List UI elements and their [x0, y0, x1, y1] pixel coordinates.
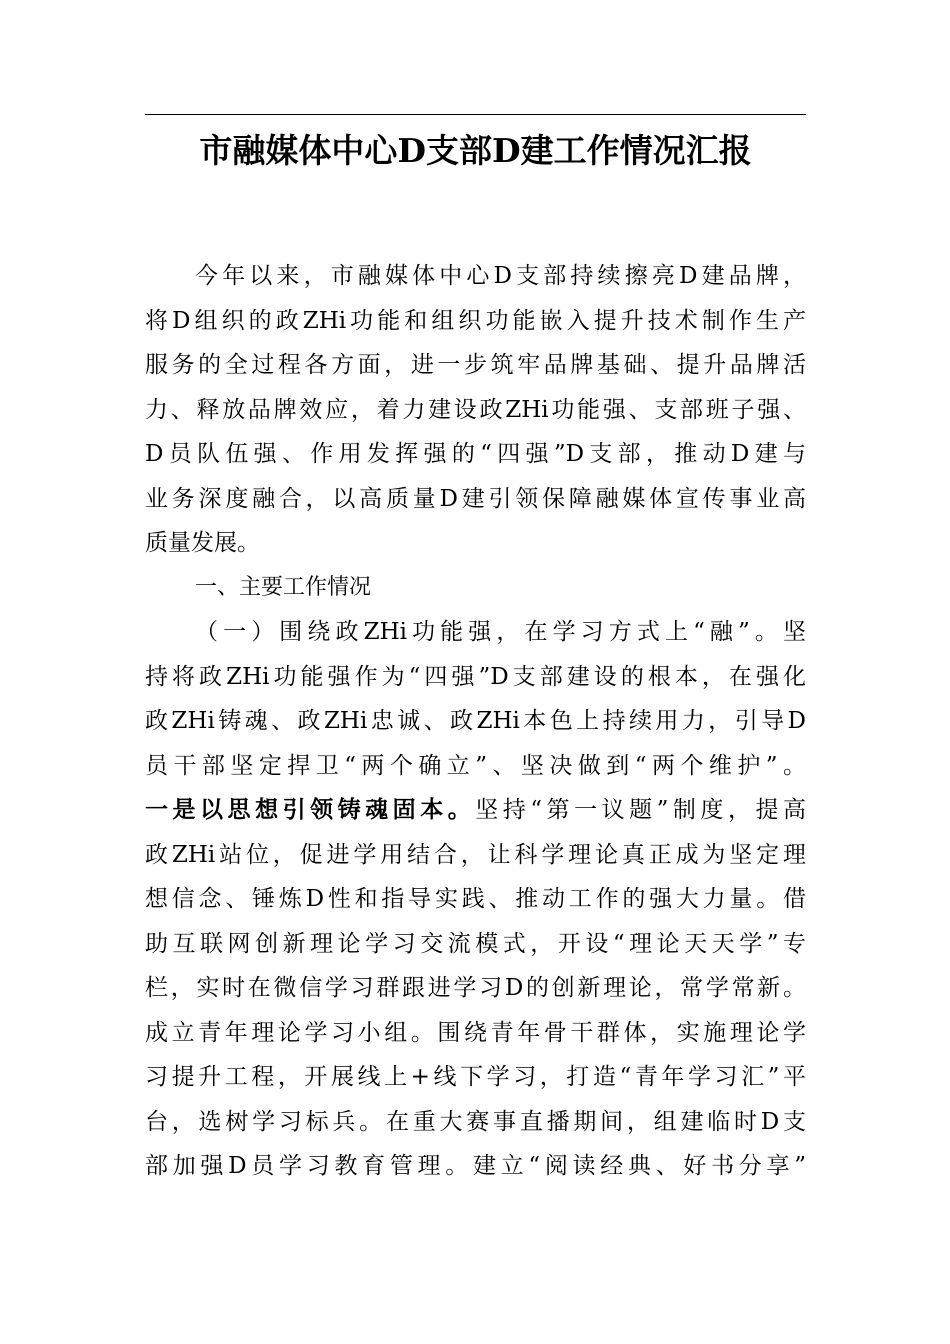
- point-one-line-8: 台，选树学习标兵。在重大赛事直播期间，组建临时D支: [145, 1108, 806, 1135]
- title-rule: [145, 114, 806, 115]
- subsection-line-1: （一）围绕政ZHi功能强，在学习方式上“融”。坚: [195, 619, 806, 645]
- intro-line-3: 服务的全过程各方面，进一步筑牢品牌基础、提升品牌活: [145, 352, 806, 378]
- point-one-line-9: 部加强D员学习教育管理。建立“阅读经典、好书分享”: [145, 1153, 806, 1179]
- point-one-line-3: 想信念、锤炼D性和指导实践、推动工作的强大力量。借: [145, 886, 806, 912]
- document-title: 市融媒体中心D支部D建工作情况汇报: [199, 131, 752, 170]
- point-one-line-2: 政ZHi站位，促进学用结合，让科学理论真正成为坚定理: [145, 841, 806, 868]
- intro-line-5: D员队伍强、作用发挥强的“四强”D支部，推动D建与: [145, 441, 806, 467]
- intro-line-2: 将D组织的政ZHi功能和组织功能嵌入提升技术制作生产: [145, 307, 806, 334]
- subsection-line-2: 持将政ZHi功能强作为“四强”D支部建设的根本，在强化: [145, 663, 806, 690]
- subsection-line-3: 政ZHi铸魂、政ZHi忠诚、政ZHi本色上持续用力，引导D: [145, 708, 806, 734]
- document-body: [145, 254, 806, 1189]
- point-one-line-4: 助互联网创新理论学习交流模式，开设“理论天天学”专: [145, 930, 806, 957]
- point-one-line-7: 习提升工程，开展线上+线下学习，打造“青年学习汇”平: [145, 1064, 806, 1090]
- section-heading: 一、主要工作情况: [195, 574, 372, 600]
- intro-line-4: 力、释放品牌效应，着力建设政ZHi功能强、支部班子强、: [145, 396, 806, 423]
- subsection-line-4: 员干部坚定捍卫“两个确立”、坚决做到“两个维护”。: [145, 752, 806, 779]
- point-one-lead: 一是以思想引领铸魂固本。: [145, 796, 476, 823]
- intro-line-7: 质量发展。: [145, 530, 260, 556]
- intro-line-1: 今年以来，市融媒体中心D支部持续擦亮D建品牌，: [195, 263, 806, 289]
- intro-line-6: 业务深度融合，以高质量D建引领保障融媒体宣传事业高: [145, 485, 806, 512]
- point-one-line-6: 成立青年理论学习小组。围绕青年骨干群体，实施理论学: [145, 1019, 806, 1046]
- point-one-line-5: 栏，实时在微信学习群跟进学习D的创新理论，常学常新。: [145, 975, 806, 1001]
- point-one-text: 坚持“第一议题”制度，提高: [475, 797, 806, 823]
- point-one-line-1: [145, 788, 806, 833]
